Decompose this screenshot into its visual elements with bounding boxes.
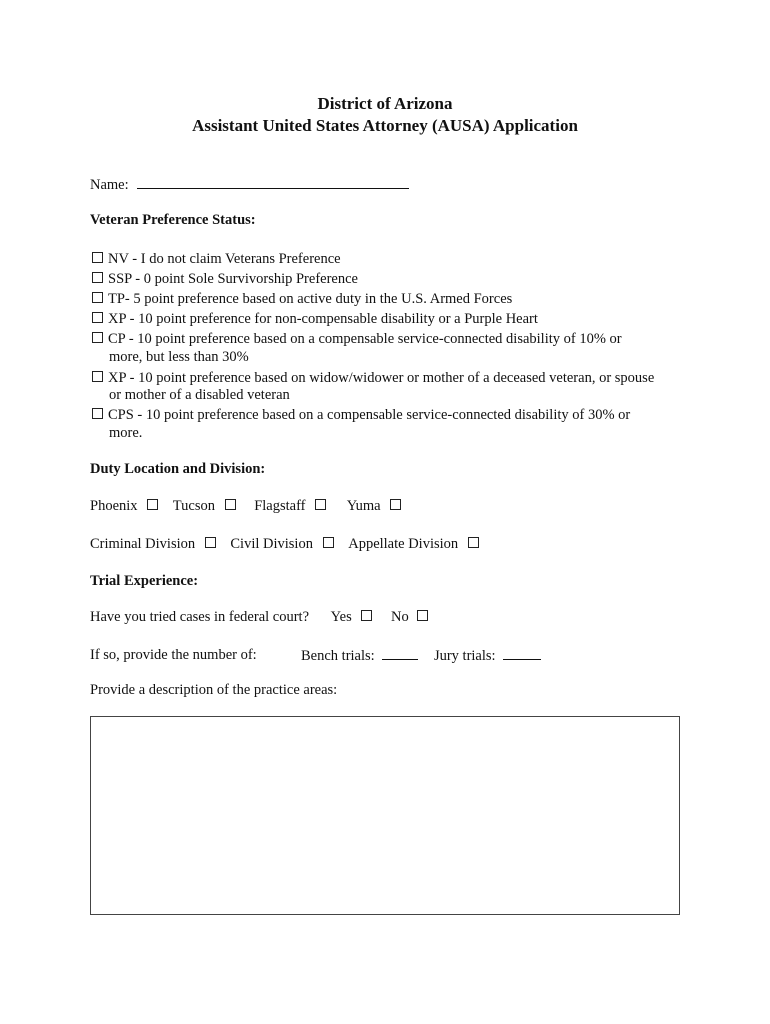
checkbox-appellate-division[interactable] — [468, 537, 479, 548]
trial-count-prompt: If so, provide the number of: — [90, 647, 257, 663]
name-row — [90, 176, 409, 194]
practice-areas-prompt: Provide a description of the practice areas: — [90, 682, 338, 698]
duty-heading: Duty Location and Division: — [90, 461, 266, 477]
trial-count-row — [90, 647, 257, 664]
division-row — [90, 536, 484, 553]
veteran-option-cp-continued: more, but less than 30% — [109, 349, 249, 365]
location-phoenix-label: Phoenix — [90, 498, 138, 514]
veteran-option-xp-widow-continued: or mother of a disabled veteran — [109, 387, 290, 403]
bench-trials-label: Bench trials: — [301, 648, 375, 664]
location-flagstaff-label: Flagstaff — [254, 498, 306, 514]
checkbox-cp[interactable] — [92, 332, 103, 343]
jury-trials-input-line[interactable] — [503, 647, 541, 660]
checkbox-no[interactable] — [417, 610, 428, 621]
practice-areas-textbox[interactable] — [90, 716, 680, 915]
name-label: Name: — [90, 177, 129, 193]
division-appellate-label: Appellate Division — [348, 536, 459, 552]
bench-trials-input-line[interactable] — [382, 647, 418, 660]
checkbox-phoenix[interactable] — [147, 499, 158, 510]
checkbox-yes[interactable] — [361, 610, 372, 621]
checkbox-tucson[interactable] — [225, 499, 236, 510]
veteran-option-nv: NV - I do not claim Veterans Preference — [91, 250, 661, 268]
checkbox-nv[interactable] — [92, 252, 103, 263]
checkbox-cps[interactable] — [92, 408, 103, 419]
title-district: District of Arizona — [317, 94, 453, 113]
division-criminal-label: Criminal Division — [90, 536, 196, 552]
veteran-option-cps-continued: more. — [109, 425, 143, 441]
checkbox-yuma[interactable] — [390, 499, 401, 510]
checkbox-tp[interactable] — [92, 292, 103, 303]
division-civil-label: Civil Division — [230, 536, 313, 552]
checkbox-flagstaff[interactable] — [315, 499, 326, 510]
veteran-option-cps: CPS - 10 point preference based on a compensable service-connected disability of 30% or — [91, 406, 661, 424]
checkbox-xp-disability[interactable] — [92, 312, 103, 323]
trial-heading: Trial Experience: — [90, 573, 199, 589]
checkbox-criminal-division[interactable] — [205, 537, 216, 548]
checkbox-ssp[interactable] — [92, 272, 103, 283]
bench-trials-row — [301, 647, 541, 665]
veteran-option-xp-widow: XP - 10 point preference based on widow/widower or mother of a deceased veteran, or spouse — [91, 369, 661, 387]
title-application: Assistant United States Attorney (AUSA) Application — [192, 116, 578, 135]
checkbox-xp-widow[interactable] — [92, 371, 103, 382]
location-yuma-label: Yuma — [346, 498, 381, 514]
veteran-heading: Veteran Preference Status: — [90, 212, 256, 228]
veteran-option-cp: CP - 10 point preference based on a compensable service-connected disability of 10% or — [91, 330, 661, 348]
jury-trials-label: Jury trials: — [433, 648, 496, 664]
veteran-option-tp: TP- 5 point preference based on active duty in the U.S. Armed Forces — [91, 290, 661, 308]
veteran-option-xp-disability: XP - 10 point preference for non-compensable disability or a Purple Heart — [91, 310, 661, 328]
location-tucson-label: Tucson — [172, 498, 215, 514]
federal-court-question: Have you tried cases in federal court? — [90, 609, 310, 625]
veteran-option-ssp: SSP - 0 point Sole Survivorship Preference — [91, 270, 661, 288]
name-input-line[interactable] — [137, 176, 409, 189]
no-label: No — [391, 609, 409, 625]
federal-court-row — [90, 609, 433, 626]
yes-label: Yes — [330, 609, 352, 625]
location-row — [90, 498, 406, 515]
checkbox-civil-division[interactable] — [323, 537, 334, 548]
